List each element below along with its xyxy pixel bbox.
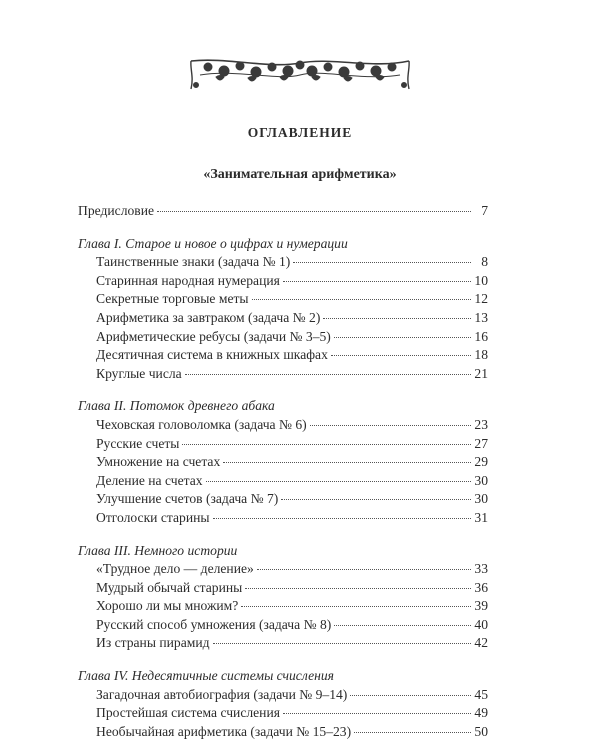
toc-page-number: 13 [474, 309, 488, 325]
dot-leader [334, 337, 471, 338]
toc-entry[interactable] [78, 560, 488, 579]
toc-entry-label: Хорошо ли мы множим? [96, 598, 239, 614]
toc-entry-label: Улучшение счетов (задача № 7) [96, 491, 279, 507]
toc-entry-label: «Трудное дело — деление» [96, 561, 254, 577]
dot-leader [257, 569, 471, 570]
toc-chapter [78, 235, 488, 384]
toc-page-number: 29 [474, 454, 488, 470]
toc-chapter [78, 667, 488, 741]
dot-leader [182, 444, 471, 445]
chapter-title[interactable]: Глава I. Старое и новое о цифрах и нумерации [78, 235, 348, 251]
toc-entry-label: Умножение на счетах [96, 454, 221, 470]
toc-page-number: 16 [474, 328, 488, 344]
page-title: ОГЛАВЛЕНИЕ [247, 125, 353, 140]
toc-entry-label: Необычайная арифметика (задачи № 15–23) [96, 723, 352, 739]
toc-entry[interactable] [78, 328, 488, 347]
toc-entry[interactable] [78, 346, 488, 365]
toc-page-number: 31 [474, 509, 488, 525]
toc-entry[interactable] [78, 616, 488, 635]
floral-ornament-icon [188, 55, 412, 95]
dot-leader [281, 499, 471, 500]
toc-page-number: 50 [474, 723, 488, 739]
toc-entry-label: Загадочная автобиография (задачи № 9–14) [96, 686, 348, 702]
dot-leader [283, 281, 471, 282]
toc-entry-label: Старинная народная нумерация [96, 272, 280, 288]
toc-entry[interactable] [78, 597, 488, 616]
toc-entry[interactable] [78, 309, 488, 328]
dot-leader [350, 695, 471, 696]
toc-entry[interactable] [78, 509, 488, 528]
toc-entry[interactable] [78, 686, 488, 705]
toc-page-number: 45 [474, 686, 488, 702]
dot-leader [323, 318, 471, 319]
toc-entry-label: Русский способ умножения (задача № 8) [96, 616, 332, 632]
dot-leader [245, 588, 471, 589]
toc-entry[interactable] [78, 365, 488, 384]
dot-leader [223, 462, 471, 463]
toc-entry[interactable] [78, 453, 488, 472]
dot-leader [354, 732, 471, 733]
toc-page-number: 39 [474, 598, 488, 614]
dot-leader [310, 425, 471, 426]
toc-entry-label: Секретные торговые меты [96, 291, 249, 307]
toc-entry[interactable] [78, 416, 488, 435]
dot-leader [206, 481, 471, 482]
toc-entry-label: Предисловие [78, 203, 155, 218]
dot-leader [157, 211, 471, 212]
chapter-title[interactable]: Глава III. Немного истории [78, 542, 238, 558]
toc-entry[interactable] [78, 290, 488, 309]
table-of-contents [78, 202, 488, 741]
toc-entry-label: Русские счеты [96, 435, 180, 451]
toc-page-number: 42 [474, 635, 488, 651]
dot-leader [241, 606, 471, 607]
toc-page-number: 30 [474, 491, 488, 507]
toc-entry[interactable] [78, 253, 488, 272]
toc-page-number: 27 [474, 435, 488, 451]
toc-entry[interactable] [78, 490, 488, 509]
toc-entry-label: Чеховская головоломка (задача № 6) [96, 416, 307, 432]
toc-chapter [78, 542, 488, 654]
toc-entry[interactable] [78, 704, 488, 723]
toc-page-number: 7 [481, 203, 488, 218]
toc-page-number: 12 [474, 291, 488, 307]
toc-chapter [78, 397, 488, 527]
dot-leader [213, 518, 472, 519]
toc-entry[interactable] [78, 579, 488, 598]
toc-page-number: 23 [474, 416, 488, 432]
toc-page-number: 40 [474, 616, 488, 632]
toc-entry[interactable] [78, 472, 488, 491]
toc-page-number: 21 [474, 365, 488, 381]
dot-leader [283, 713, 471, 714]
toc-entry-label: Простейшая система счисления [96, 705, 280, 721]
toc-entry-label: Арифметика за завтраком (задача № 2) [96, 309, 321, 325]
dot-leader [334, 625, 471, 626]
toc-page-number: 33 [474, 561, 488, 577]
toc-entry[interactable] [78, 272, 488, 291]
toc-page-number: 18 [474, 347, 488, 363]
toc-entry[interactable] [78, 723, 488, 742]
book-title: «Занимательная арифметика» [203, 167, 397, 182]
dot-leader [293, 262, 471, 263]
toc-entry-label: Круглые числа [96, 365, 182, 381]
toc-page-number: 10 [474, 272, 488, 288]
toc-entry-preface[interactable] [78, 202, 488, 221]
toc-entry-label: Десятичная система в книжных шкафах [96, 347, 328, 363]
toc-entry-label: Мудрый обычай старины [96, 579, 243, 595]
dot-leader [331, 355, 471, 356]
toc-entry[interactable] [78, 634, 488, 653]
toc-page-number: 8 [481, 254, 488, 270]
toc-entry-label: Арифметические ребусы (задачи № 3–5) [96, 328, 331, 344]
chapter-title[interactable]: Глава IV. Недесятичные системы счисления [78, 668, 335, 684]
dot-leader [185, 374, 471, 375]
dot-leader [252, 299, 471, 300]
toc-entry-label: Деление на счетах [96, 472, 203, 488]
dot-leader [213, 643, 471, 644]
toc-entry-label: Из страны пирамид [96, 635, 210, 651]
toc-page-number: 30 [474, 472, 488, 488]
toc-page-number: 36 [474, 579, 488, 595]
chapter-title[interactable]: Глава II. Потомок древнего абака [78, 398, 275, 414]
toc-page-number: 49 [474, 705, 488, 721]
toc-entry-label: Таинственные знаки (задача № 1) [96, 254, 291, 270]
toc-entry-label: Отголоски старины [96, 509, 210, 525]
toc-entry[interactable] [78, 435, 488, 454]
